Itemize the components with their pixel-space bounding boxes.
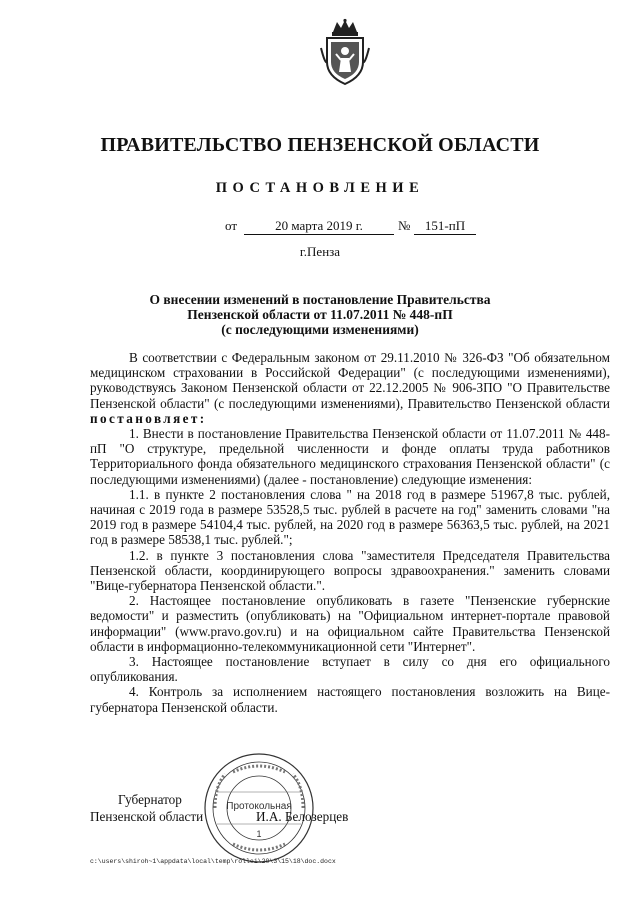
signatory-title: Губернатор bbox=[118, 792, 182, 807]
document-date: 20 марта 2019 г. bbox=[244, 218, 394, 235]
document-type: ПОСТАНОВЛЕНИЕ bbox=[215, 180, 425, 196]
document-number: 151-пП bbox=[414, 218, 476, 235]
body-paragraph: 1.1. в пункте 2 постановления слова " на 2018 год в размере 51967,8 тыс. рублей, начиная с 2019 года в размере 53528,5 тыс. рублей в расчете на год" заменить словами "на 2019 год в размере 54104,4 тыс. рублей, на 2020 год в размере 56363,5 тыс. рублей, на 2021 год в размере 58538,1 тыс. рублей."; bbox=[90, 486, 610, 548]
organization-title: ПРАВИТЕЛЬСТВО ПЕНЗЕНСКОЙ ОБЛАСТИ bbox=[100, 134, 540, 156]
subject-line: (с последующими изменениями) bbox=[221, 322, 419, 337]
subject-line: О внесении изменений в постановление Правительства bbox=[149, 292, 491, 307]
body-paragraph: 3. Настоящее постановление вступает в силу со дня его официального опубликования. bbox=[90, 654, 610, 685]
preamble-text: В соответствии с Федеральным законом от 29.11.2010 № 326-ФЗ "Об обязательном медицинском страховании в Российской Федерации" (с последующими изменениями), руководствуясь Законом Пензенской области от 22.12.2005 № 906-ЗПО "О Правительстве Пензенской области" (с последующими изменениями), Правительство Пензенской области bbox=[90, 350, 610, 411]
body-paragraph bbox=[90, 350, 610, 426]
signatory-name: И.А. Белозерцев bbox=[256, 809, 349, 824]
body-paragraph: 1. Внести в постановление Правительства Пензенской области от 11.07.2011 № 448-пП "О структуре, предельной численности и фонде оплаты труда работников Территориального фонда обязательного медицинского страхования Пензенской области" (с последующими изменениями) (далее - постановление) следующие изменения: bbox=[90, 426, 610, 487]
resolves-word: постановляет: bbox=[90, 410, 207, 426]
body-paragraph: 2. Настоящее постановление опубликовать в газете "Пензенские губернские ведомости" и разместить (опубликовать) на "Официальном интернет-портале правовой информации" (www.pravo.gov.ru) и на официальном сайте Правительства Пензенской области в информационно-телекоммуникационной сети "Интернет". bbox=[90, 593, 610, 654]
coat-of-arms-icon bbox=[317, 18, 373, 86]
body-paragraph: 4. Контроль за исполнением настоящего постановления возложить на Вице-губернатора Пензенской области. bbox=[90, 684, 610, 715]
date-prefix: от bbox=[225, 218, 238, 233]
signatory-region: Пензенской области bbox=[90, 809, 204, 824]
stamp-number: 1 bbox=[256, 829, 262, 839]
body-paragraph: 1.2. в пункте 3 постановления слова "заместителя Председателя Правительства Пензенской области, координирующего вопросы здравоохранения." заменить словами "Вице-губернатора Пензенской области.". bbox=[90, 547, 610, 594]
file-path: c:\users\shiroh~1\appdata\local\temp\rollei\20\3\15\18\doc.docx bbox=[90, 858, 336, 865]
city: г.Пенза bbox=[299, 244, 341, 259]
number-prefix: № bbox=[398, 218, 411, 233]
subject-line: Пензенской области от 11.07.2011 № 448-пП bbox=[187, 307, 453, 322]
document-subject bbox=[0, 292, 640, 337]
stamp-label: Протокольная bbox=[226, 801, 292, 812]
document-body bbox=[90, 350, 610, 715]
